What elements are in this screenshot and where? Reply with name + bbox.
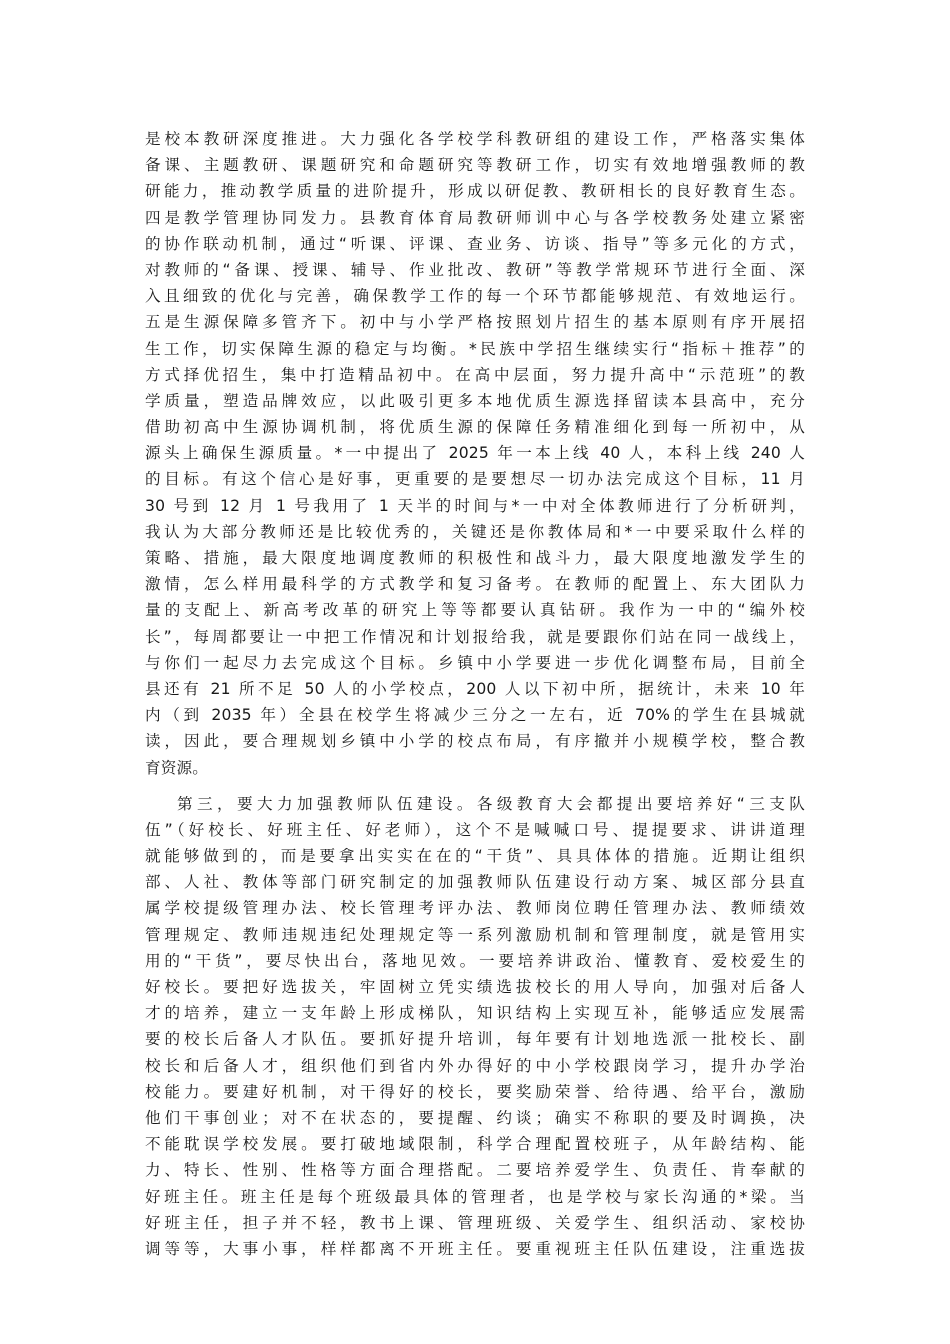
- text-line: 激情，怎么样用最科学的方式教学和复习备考。在教师的配置上、东大团队力: [145, 575, 805, 594]
- text-line: 好班主任。班主任是每个班级最具体的管理者，也是学校与家长沟通的*梁。当: [145, 1187, 805, 1206]
- text-line: 的目标。有这个信心是好事，更重要的是要想尽一切办法完成这个目标，11 月: [145, 470, 805, 489]
- text-line: 好班主任，担子并不轻，教书上课、管理班级、关爱学生、组织活动、家校协: [145, 1213, 805, 1232]
- text-line: 才的培养，建立一支年龄上形成梯队，知识结构上实现互补，能够适应发展需: [145, 1004, 805, 1023]
- text-line: 不能耽误学校发展。要打破地域限制，科学合理配置校班子，从年龄结构、能: [145, 1135, 805, 1154]
- text-line: 伍”（好校长、好班主任、好老师），这个不是喊喊口号、提提要求、讲讲道理: [145, 820, 805, 839]
- text-line: 管理规定、教师违规违纪处理规定等一系列激励机制和管理制度，就是管用实: [145, 925, 805, 944]
- text-line: 生工作，切实保障生源的稳定与均衡。*民族中学招生继续实行“指标＋推荐”的: [145, 339, 805, 358]
- text-line: 长”，每周都要让一中把工作情况和计划报给我，就是要跟你们站在同一战线上，: [145, 627, 805, 646]
- text-line: 方式择优招生，集中打造精品初中。在高中层面，努力提升高中“示范班”的教: [145, 365, 805, 384]
- text-line: 是校本教研深度推进。大力强化各学校学科教研组的建设工作，严格落实集体: [145, 130, 805, 148]
- text-line: 策略、措施，最大限度地调度教师的积极性和战斗力，最大限度地激发学生的: [145, 549, 805, 567]
- text-line: 属学校提级管理办法、校长管理考评办法、教师岗位聘任管理办法、教师绩效: [145, 899, 805, 918]
- text-line: 县还有 21 所不足 50 人的小学校点，200 人以下初中所，据统计，未来 10 年: [145, 679, 805, 698]
- text-line: 就能够做到的，而是要拿出实实在在的“干货”、具具体体的措施。近期让组织: [145, 847, 805, 866]
- text-line: 对教师的“备课、授课、辅导、作业批改、教研”等教学常规环节进行全面、深: [145, 260, 805, 279]
- text-line: 校能力。要建好机制，对干得好的校长，要奖励荣誉、给待遇、给平台，激励: [145, 1082, 805, 1101]
- document-page: [145, 126, 805, 1262]
- text-line: 的协作联动机制，通过“听课、评课、查业务、访谈、指导”等多元化的方式，: [145, 234, 805, 253]
- text-line: 30 号到 12 月 1 号我用了 1 天半的时间与*一中对全体教师进行了分析研判，: [145, 496, 805, 515]
- text-line: 他们干事创业；对不在状态的，要提醒、约谈；确实不称职的要及时调换，决: [145, 1108, 805, 1127]
- text-line: 备课、主题教研、课题研究和命题研究等教研工作，切实有效地增强教师的教: [145, 156, 805, 175]
- text-line: 调等等，大事小事，样样都离不开班主任。要重视班主任队伍建设，注重选拔: [145, 1239, 805, 1258]
- text-line: 研能力，推动教学质量的进阶提升，形成以研促教、教研相长的良好教育生态。: [145, 182, 805, 201]
- text-line: 源头上确保生源质量。*一中提出了 2025 年一本上线 40 人，本科上线 240 人: [145, 444, 805, 463]
- paragraph-spacer: [145, 781, 805, 791]
- text-line: 四是教学管理协同发力。县教育体育局教研师训中心与各学校教务处建立紧密: [145, 208, 805, 227]
- text-line: 五是生源保障多管齐下。初中与小学严格按照划片招生的基本原则有序开展招: [145, 313, 805, 332]
- text-line: 校长和后备人才，组织他们到省内外办得好的中小学校跟岗学习，提升办学治: [145, 1056, 805, 1075]
- text-line: 学质量，塑造品牌效应，以此吸引更多本地优质生源选择留读本县高中，充分: [145, 391, 805, 410]
- text-line: 要的校长后备人才队伍。要抓好提升培训，每年要有计划地选派一批校长、副: [145, 1030, 805, 1049]
- text-line: 与你们一起尽力去完成这个目标。乡镇中小学要进一步优化调整布局，目前全: [145, 653, 805, 672]
- text-line: 好校长。要把好选拔关，牢固树立凭实绩选拔校长的用人导向，加强对后备人: [145, 978, 805, 996]
- text-line: 内（到 2035 年）全县在校学生将减少三分之一左右，近 70%的学生在县城就: [145, 706, 805, 725]
- paragraph-2: [145, 791, 805, 1262]
- text-line: 我认为大部分教师还是比较优秀的，关键还是你教体局和*一中要采取什么样的: [145, 522, 805, 541]
- text-line: 读，因此，要合理规划乡镇中小学的校点布局，有序撤并小规模学校，整合教: [145, 732, 805, 751]
- text-line: 育资源。: [145, 758, 208, 777]
- paragraph-1: [145, 126, 805, 781]
- text-line: 用的“干货”，要尽快出台，落地见效。一要培养讲政治、懂教育、爱校爱生的: [145, 951, 805, 970]
- text-line: 量的支配上、新高考改革的研究上等等都要认真钻研。我作为一中的“编外校: [145, 601, 805, 620]
- text-line: 力、特长、性别、性格等方面合理搭配。二要培养爱学生、负责任、肯奉献的: [145, 1161, 805, 1180]
- text-line: 第三，要大力加强教师队伍建设。各级教育大会都提出要培养好“三支队: [177, 794, 805, 813]
- text-line: 借助初高中生源协调机制，将优质生源的保障任务精准细化到每一所初中，从: [145, 418, 805, 437]
- text-line: 部、人社、教体等部门研究制定的加强教师队伍建设行动方案、城区部分县直: [145, 873, 805, 892]
- text-line: 入且细致的优化与完善，确保教学工作的每一个环节都能够规范、有效地运行。: [145, 287, 805, 306]
